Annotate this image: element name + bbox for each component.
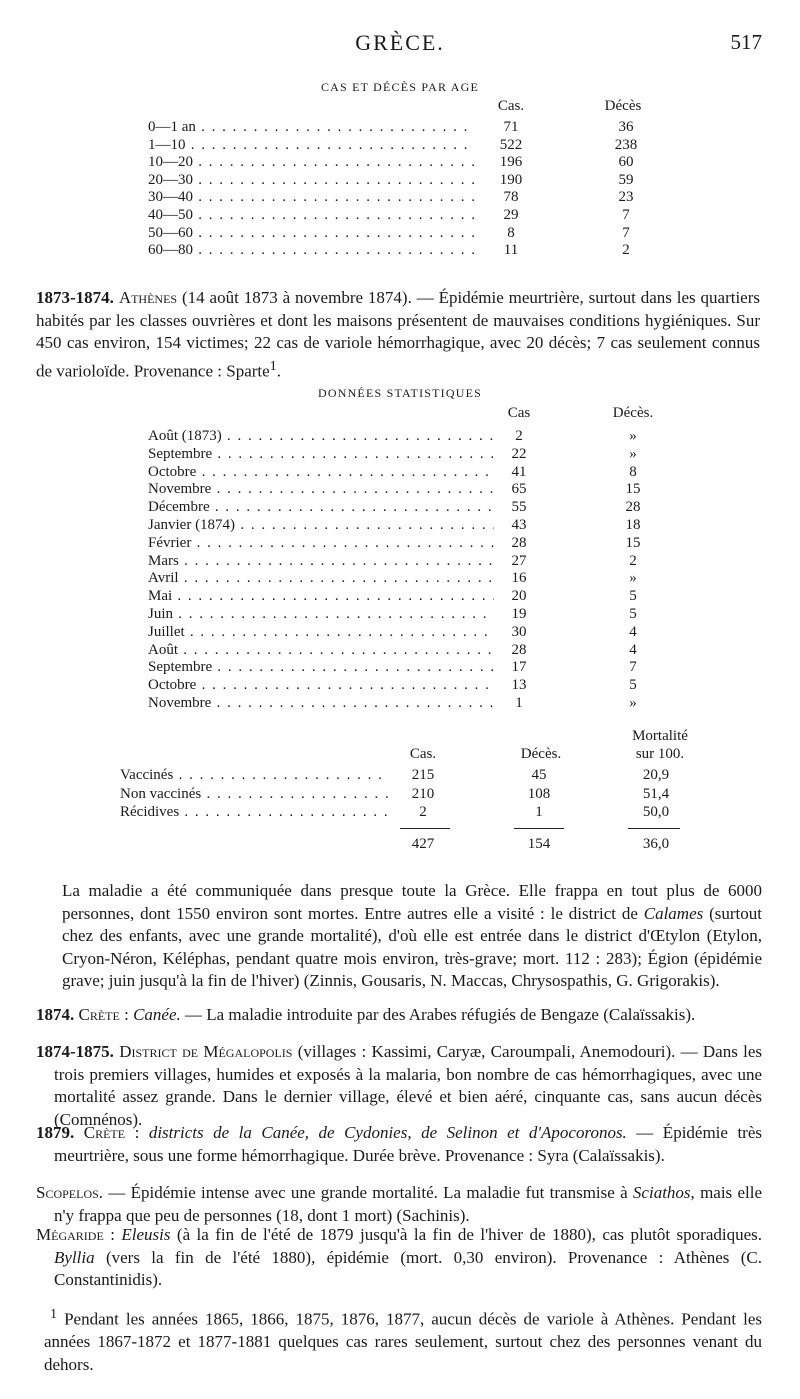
cell-cases: 30: [511, 623, 527, 640]
cell-deaths: 60: [618, 154, 634, 171]
age-table-title: CAS ET DÉCÈS PAR AGE: [320, 80, 480, 94]
table-row: [148, 136, 668, 154]
entry-megaride: [36, 1224, 762, 1292]
cell-cases: 27: [511, 552, 527, 569]
entry-megalopolis: [36, 1041, 762, 1131]
cell-cases: 29: [503, 207, 519, 223]
entry-text: — Épidémie intense avec une grande mortalité. La maladie fut transmise à: [103, 1183, 633, 1202]
monthly-table-col-cases: Cas: [507, 405, 531, 421]
cell-cases: 71: [503, 119, 519, 135]
table-row: [148, 676, 668, 694]
cell-cases: 19: [511, 606, 527, 622]
cell-deaths: 1: [535, 804, 543, 820]
table-row: [120, 766, 720, 784]
cell-mortality: 50,0: [642, 804, 670, 820]
entry-crete-1879: [36, 1122, 762, 1167]
cell-cases: 20: [511, 588, 527, 605]
row-label: Septembre . . .: [148, 445, 494, 463]
cell-mortality: 20,9: [642, 767, 670, 783]
total-deaths: 154: [527, 836, 551, 852]
cell-cases: 65: [511, 481, 527, 498]
total-rule-cases: [400, 828, 450, 829]
vacc-col-mortality-1: Mortalité: [632, 728, 688, 744]
total-mortality: 36,0: [642, 836, 670, 852]
cell-cases: 11: [503, 242, 519, 259]
entry-year: 1874.: [36, 1005, 75, 1024]
monthly-table-col-deaths: Décès.: [612, 405, 654, 421]
vacc-total-row: [120, 835, 720, 853]
table-row: [148, 623, 668, 641]
age-table-col-cases: Cas.: [497, 98, 525, 114]
cell-deaths: 23: [618, 189, 634, 206]
table-row: [148, 587, 668, 605]
footnote: [44, 1303, 762, 1376]
row-label: 30—40 . . .: [148, 188, 474, 206]
cell-deaths: 4: [629, 623, 637, 640]
cell-cases: 28: [511, 534, 527, 551]
cell-cases: 28: [511, 641, 527, 658]
cell-cases: 196: [499, 154, 523, 171]
cell-deaths: 5: [629, 677, 637, 694]
table-row: [120, 785, 720, 803]
row-label: Juillet . . .: [148, 623, 494, 641]
entry-place: District de Mégalopolis: [119, 1042, 293, 1061]
age-table-col-deaths: Décès: [604, 98, 642, 114]
cell-cases: 2: [515, 428, 523, 444]
table-row: [148, 658, 668, 676]
entry-year: 1874-1875.: [36, 1042, 114, 1061]
table-row: [148, 552, 668, 570]
table-row: [148, 206, 668, 224]
cell-deaths: 7: [622, 224, 630, 241]
entry-place: Scopelos.: [36, 1183, 104, 1202]
table-row: [148, 534, 668, 552]
cell-deaths: 2: [629, 552, 637, 569]
entry-place: Athènes: [118, 288, 178, 307]
entry-text: (14 août 1873 à novembre 1874). — Épidémie meurtrière, surtout dans les quartiers habités par les classes ouvrières et dont les maisons présentent de mauvaises conditions hygiéniques. Sur 450 cas environ, 154 victimes; 22 cas de variole hémorrhagique, avec 20 décès; 7 cas seulement connus de varioloïde. Provenance : Sparte: [36, 288, 761, 381]
entry-tail: .: [276, 361, 281, 381]
table-row: [148, 171, 668, 189]
table-row: [148, 118, 668, 136]
total-rule-deaths: [514, 828, 564, 829]
cell-deaths: 36: [618, 119, 634, 135]
page-number: 517: [730, 30, 762, 54]
cell-cases: 8: [507, 224, 515, 241]
cell-deaths: »: [629, 570, 637, 587]
cell-cases: 78: [503, 189, 519, 206]
entry-crete-1874: [36, 1004, 762, 1027]
vacc-col-mortality-2: sur 100.: [635, 746, 685, 762]
table-row: [148, 445, 668, 463]
vacc-col-cases: Cas.: [409, 746, 437, 762]
row-label: Août (1873) . . .: [148, 427, 494, 445]
table-row: [120, 803, 720, 821]
entry-place: Crète :: [83, 1123, 140, 1142]
cell-deaths: 7: [622, 207, 630, 223]
row-label: Avril . . .: [148, 569, 494, 587]
cell-cases: 522: [499, 136, 523, 153]
table-row: [148, 516, 668, 534]
cell-cases: 1: [515, 695, 523, 711]
row-label: Mars . . .: [148, 552, 494, 570]
row-label: 1—10 . . .: [148, 136, 474, 154]
row-label: Vaccinés . . .: [120, 766, 388, 784]
row-label: Novembre . . .: [148, 480, 494, 498]
row-label: 60—80 . . .: [148, 241, 474, 259]
italic-place: Eleusis: [121, 1225, 171, 1244]
text: (surtout chez des enfants, avec une grande mortalité), d'où elle est entrée dans le district d'Œtylon (Etylon, Cryon-Néron, Kéléphas, pendant quatre mois environ, très-grave; mort. 112 : 283); Égion (épidémie grave; juin jusqu'à la fin de l'hiver) (Zinnis, Gousaris, N. Maccas, Chrysospathis, G. Grigorakis).: [62, 903, 762, 990]
table-row: [148, 498, 668, 516]
row-label: Octobre . . .: [148, 676, 494, 694]
cell-deaths: »: [629, 428, 637, 444]
row-label: 0—1 an . . .: [148, 118, 474, 136]
cell-deaths: »: [629, 695, 637, 711]
cell-cases: 17: [511, 659, 527, 676]
paragraph-grece: [62, 880, 762, 993]
footnote-ref: 1: [269, 357, 277, 374]
row-label: Août . . .: [148, 641, 494, 659]
cell-deaths: 4: [629, 641, 637, 658]
running-header-title: GRÈCE.: [355, 30, 445, 55]
cell-mortality: 51,4: [642, 785, 670, 802]
entry-text: (vers la fin de l'été 1880), épidémie (mort. 0,30 environ). Provenance : Athènes (C. Constantinidis).: [54, 1247, 762, 1289]
cell-deaths: 5: [629, 606, 637, 622]
table-row: [148, 641, 668, 659]
cell-deaths: »: [629, 445, 637, 462]
row-label: 40—50 . . .: [148, 206, 474, 224]
italic-place: Sciathos: [632, 1183, 691, 1202]
cell-deaths: 7: [629, 659, 637, 676]
row-label: Septembre . . .: [148, 658, 494, 676]
row-label: Février . . .: [148, 534, 494, 552]
entry-place: Mégaride :: [36, 1225, 115, 1244]
entry-year: 1879.: [36, 1123, 75, 1142]
row-label: Mai . . .: [148, 587, 494, 605]
cell-cases: 215: [411, 767, 435, 783]
cell-cases: 55: [511, 499, 527, 516]
row-label: 20—30 . . .: [148, 171, 474, 189]
table-row: [148, 605, 668, 623]
total-cases: 427: [411, 836, 435, 852]
cell-deaths: 238: [614, 136, 638, 153]
cell-cases: 13: [511, 677, 527, 694]
italic-place: districts de la Canée, de Cydonies, de Selinon et d'Apocoronos.: [148, 1123, 627, 1142]
row-label: Juin . . .: [148, 605, 494, 623]
footnote-mark: 1: [50, 1306, 58, 1322]
table-row: [148, 427, 668, 445]
row-label: Non vaccinés . . .: [120, 785, 388, 803]
cell-cases: 43: [511, 517, 527, 533]
row-label: 10—20 . . .: [148, 153, 474, 171]
cell-deaths: 8: [629, 463, 637, 480]
cell-cases: 41: [511, 463, 527, 480]
entry-scopelos: [36, 1182, 762, 1227]
footnote-text: Pendant les années 1865, 1866, 1875, 1876, 1877, aucun décès de variole à Athènes. Pendant les années 1867-1872 et 1877-1881 quelques cas rares seulement, surtout chez des personnes venant du dehors.: [44, 1309, 762, 1374]
entry-text: — La maladie introduite par des Arabes réfugiés de Bengaze (Calaïssakis).: [180, 1005, 696, 1024]
monthly-table-title: DONNÉES STATISTIQUES: [317, 386, 483, 400]
row-label: Récidives . . .: [120, 803, 388, 821]
table-row: [148, 153, 668, 171]
entry-text: — Épidémie très meurtrière, sous une forme hémorrhagique. Durée brève. Provenance : Syra (Calaïssakis).: [54, 1123, 762, 1165]
entry-year: 1873-1874.: [36, 288, 114, 307]
cell-cases: 190: [499, 171, 523, 188]
cell-deaths: 28: [625, 499, 641, 516]
cell-deaths: 45: [531, 767, 547, 783]
table-row: [148, 569, 668, 587]
table-row: [148, 241, 668, 259]
entry-text: (à la fin de l'été de 1879 jusqu'à la fin de l'hiver de 1880), cas plutôt sporadiques.: [170, 1225, 763, 1244]
row-label: Janvier (1874) . . .: [148, 516, 494, 534]
row-label: 50—60 . . .: [148, 224, 474, 242]
entry-text: (villages : Kassimi, Caryæ, Caroumpali, Anemodouri). — Dans les trois premiers villages, humides et exposés à la malaria, bon nombre de cas hémorrhagiques, avec une mortalité assez grande. Dans le dernier village, élevé et bien aéré, cinquante cas, sans aucun décès (Comnénos).: [54, 1042, 762, 1129]
table-row: [148, 694, 668, 712]
row-label: Décembre . . .: [148, 498, 494, 516]
table-row: [148, 224, 668, 242]
cell-deaths: 15: [625, 481, 641, 498]
cell-deaths: 5: [629, 588, 637, 605]
cell-deaths: 18: [625, 517, 641, 533]
entry-text: , mais elle n'y frappa que peu de personnes (18, dont 1 mort) (Sachinis).: [54, 1183, 762, 1225]
italic-place: Calames: [643, 903, 704, 923]
cell-cases: 16: [511, 570, 527, 587]
italic-place: Canée.: [133, 1005, 181, 1024]
cell-deaths: 15: [625, 534, 641, 551]
table-row: [148, 480, 668, 498]
cell-cases: 22: [511, 445, 527, 462]
entry-place: Crète :: [78, 1005, 129, 1024]
cell-deaths: 2: [622, 242, 630, 259]
text: La maladie a été communiquée dans presque toute la Grèce. Elle frappa en tout plus de 6000 personnes, dont 1550 environ sont mortes. Entre autres elle a visité : le district de: [62, 881, 762, 923]
row-label: Octobre . . .: [148, 463, 494, 481]
cell-cases: 210: [411, 785, 435, 802]
cell-deaths: 59: [618, 171, 634, 188]
italic-place: Byllia: [54, 1247, 95, 1267]
total-rule-mortality: [628, 828, 680, 829]
cell-cases: 2: [419, 804, 427, 820]
vacc-col-deaths: Décès.: [520, 746, 562, 762]
paragraph-athenes: [36, 287, 760, 383]
table-row: [148, 188, 668, 206]
table-row: [148, 463, 668, 481]
row-label: Novembre . . .: [148, 694, 494, 712]
cell-deaths: 108: [527, 785, 551, 802]
